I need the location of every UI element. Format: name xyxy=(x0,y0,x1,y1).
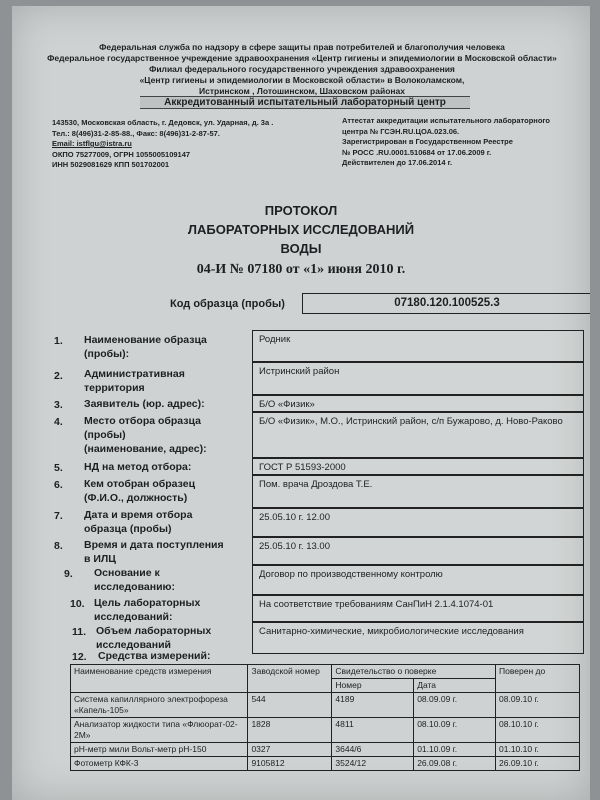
field-5-number: 5. xyxy=(54,462,63,474)
header-cert-number: Номер xyxy=(332,679,414,693)
protocol-subtitle: ЛАБОРАТОРНЫХ ИССЛЕДОВАНИЙ xyxy=(187,222,415,237)
field-4-value: Б/О «Физик», М.О., Истринский район, с/п Бужарово, д. Ново-Раково xyxy=(252,412,584,458)
table-row xyxy=(71,757,580,771)
instrument-cert-date: 01.10.09 г. xyxy=(414,743,496,757)
field-8-label: Время и дата поступления в ИЛЦ xyxy=(84,539,224,565)
instrument-cert-number: 4811 xyxy=(332,718,414,743)
field-7-value: 25.05.10 г. 12.00 xyxy=(252,508,584,537)
field-1-value: Родник xyxy=(252,330,584,362)
instrument-cert-number: 3644/6 xyxy=(332,743,414,757)
header-cert-date: Дата xyxy=(414,679,496,693)
field-11-value: Санитарно-химические, микробиологические исследования xyxy=(252,622,584,654)
instrument-name: рН-метр мили Вольт-метр рН-150 xyxy=(71,743,248,757)
field-10-label: Цель лабораторных исследований: xyxy=(94,597,201,623)
phone-fax: Тел.: 8(496)31-2-85-88., Факс: 8(496)31-2-87-57. xyxy=(52,128,220,138)
field-8-number: 8. xyxy=(54,540,63,552)
instrument-serial: 9105812 xyxy=(248,757,332,771)
header-line-4: «Центр гигиены и эпидемиологии в Московской области» в Волоколамском, xyxy=(139,75,465,85)
instrument-serial: 0327 xyxy=(248,743,332,757)
instrument-name: Фотометр КФК-3 xyxy=(71,757,248,771)
field-6-value: Пом. врача Дроздова Т.Е. xyxy=(252,475,584,508)
header-line-2: Федеральное государственное учреждение здравоохранения «Центр гигиены и эпидемиологии в Московской области» xyxy=(47,53,557,63)
table-row xyxy=(71,693,580,718)
field-4-label: Место отбора образца (пробы) (наименование, адрес): xyxy=(84,415,207,455)
field-3-value: Б/О «Физик» xyxy=(252,395,584,412)
field-6-label: Кем отобран образец (Ф.И.О., должность) xyxy=(84,478,196,504)
table-row xyxy=(71,718,580,743)
email: Email: istflgu@istra.ru xyxy=(52,139,132,148)
instruments-table xyxy=(70,664,580,771)
field-12-number: 12. xyxy=(72,651,87,663)
instrument-cert-date: 26.09.08 г. xyxy=(414,757,496,771)
header-line-3: Филиал федерального государственного учреждения здравоохранения xyxy=(149,64,455,74)
field-5-label: НД на метод отбора: xyxy=(84,461,192,473)
header-line-5: Истринском , Лотошинском, Шаховском районах xyxy=(199,86,405,96)
inn-kpp: ИНН 5029081629 КПП 501702001 xyxy=(52,160,170,169)
field-11-label: Объем лабораторных исследований xyxy=(96,625,212,651)
sample-code-label: Код образца (пробы) xyxy=(170,298,285,310)
field-5-value: ГОСТ Р 51593-2000 xyxy=(252,458,584,475)
instrument-cert-date: 08.10.09 г. xyxy=(414,718,496,743)
accreditation-line-1: Аттестат аккредитации испытательного лабораторного xyxy=(342,116,551,125)
okpo-ogrn: ОКПО 75277009, ОГРН 1055005109147 xyxy=(52,149,191,159)
instrument-name: Система капиллярного электрофореза «Капель-105» xyxy=(71,693,248,718)
field-6-number: 6. xyxy=(54,479,63,491)
instrument-cert-date: 08.09.09 г. xyxy=(414,693,496,718)
field-2-label: Административная территория xyxy=(84,368,185,394)
field-11-number: 11. xyxy=(72,626,87,638)
instrument-cert-number: 3524/12 xyxy=(332,757,414,771)
field-12-label: Средства измерений: xyxy=(98,650,211,662)
field-2-value: Истринский район xyxy=(252,362,584,395)
instrument-serial: 1828 xyxy=(248,718,332,743)
field-8-value: 25.05.10 г. 13.00 xyxy=(252,537,584,565)
protocol-subject: ВОДЫ xyxy=(280,241,322,256)
field-9-value: Договор по производственному контролю xyxy=(252,565,584,595)
header-verified-until: Поверен до xyxy=(496,665,580,693)
instrument-serial: 544 xyxy=(248,693,332,718)
sample-code-value: 07180.120.100525.3 xyxy=(302,293,590,314)
field-7-label: Дата и время отбора образца (пробы) xyxy=(84,509,193,535)
field-2-number: 2. xyxy=(54,370,63,382)
field-3-label: Заявитель (юр. адрес): xyxy=(84,398,205,410)
field-3-number: 3. xyxy=(54,399,63,411)
header-serial: Заводской номер xyxy=(248,665,332,693)
lab-center-banner: Аккредитованный испытательный лабораторный центр xyxy=(140,96,470,109)
field-10-value: На соответствие требованиям СанПиН 2.1.4.1074-01 xyxy=(252,595,584,622)
accreditation-line-2: центра № ГСЭН.RU.ЦОА.023.06. xyxy=(342,126,460,136)
table-header-row xyxy=(71,665,580,679)
field-1-number: 1. xyxy=(54,335,63,347)
instrument-verified-until: 08.10.10 г. xyxy=(496,718,580,743)
instrument-verified-until: 01.10.10 г. xyxy=(496,743,580,757)
table-row xyxy=(71,743,580,757)
accreditation-line-5: Действителен до 17.06.2014 г. xyxy=(342,158,453,167)
accreditation-line-3: Зарегистрирован в Государственном Реестре xyxy=(342,137,513,146)
header-certificate: Свидетельство о поверке xyxy=(332,665,496,679)
address: 143530, Московская область, г. Дедовск, ул. Ударная, д. 3а . xyxy=(52,118,274,127)
field-9-number: 9. xyxy=(64,568,73,580)
protocol-number-date: 04-И № 07180 от «1» июня 2010 г. xyxy=(196,262,406,277)
contacts-block xyxy=(52,118,273,171)
protocol-title: ПРОТОКОЛ xyxy=(264,203,338,218)
instrument-verified-until: 08.09.10 г. xyxy=(496,693,580,718)
field-1-label: Наименование образца (пробы): xyxy=(84,334,207,360)
document-page xyxy=(12,6,590,800)
field-7-number: 7. xyxy=(54,510,63,522)
field-9-label: Основание к исследованию: xyxy=(94,567,176,593)
accreditation-block xyxy=(342,116,550,169)
header-name: Наименование средств измерения xyxy=(71,665,248,693)
field-10-number: 10. xyxy=(70,598,85,610)
instrument-name: Анализатор жидкости типа «Флюорат-02-2М» xyxy=(71,718,248,743)
instrument-verified-until: 26.09.10 г. xyxy=(496,757,580,771)
field-4-number: 4. xyxy=(54,416,63,428)
header-line-1: Федеральная служба по надзору в сфере защиты прав потребителей и благополучия человека xyxy=(99,42,505,52)
instrument-cert-number: 4189 xyxy=(332,693,414,718)
accreditation-line-4: № РОСС .RU.0001.510684 от 17.06.2009 г. xyxy=(342,147,492,157)
